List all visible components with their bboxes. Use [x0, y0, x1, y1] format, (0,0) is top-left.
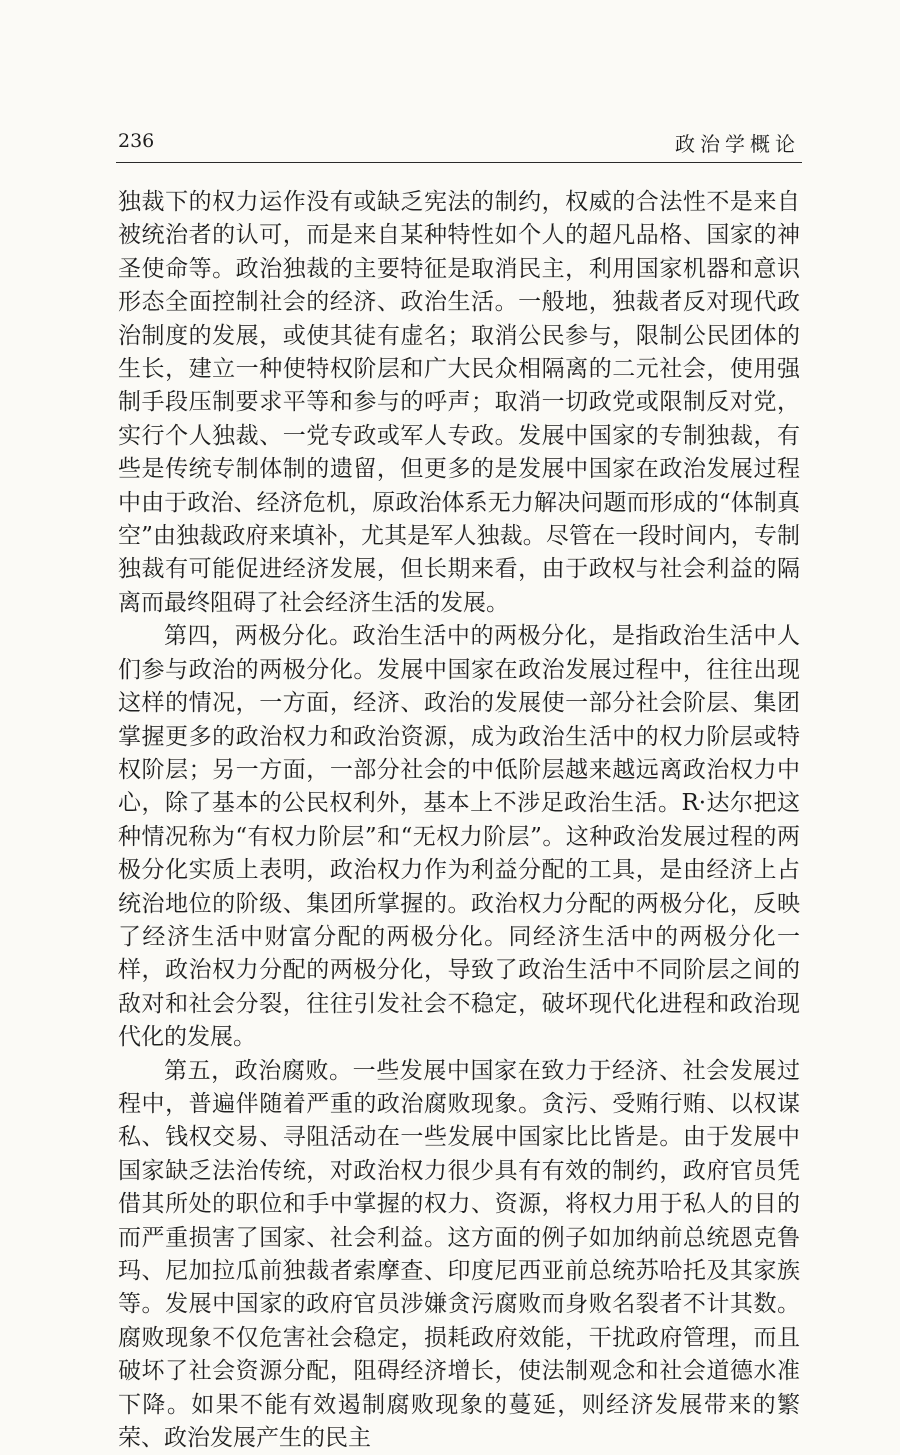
body-text: [118, 186, 800, 1455]
page-number: 236: [118, 130, 155, 152]
paragraph-polarization: 第四，两极分化。政治生活中的两极分化，是指政治生活中人们参与政治的两极分化。发展中国家在政治发展过程中，往往出现这样的情况，一方面，经济、政治的发展使一部分社会阶层、集团掌握更多的政治权力和政治资源，成为政治生活中的权力阶层或特权阶层；另一方面，一部分社会的中低阶层越来越远离政治权力中心，除了基本的公民权利外，基本上不涉足政治生活。R·达尔把这种情况称为“有权力阶层”和“无权力阶层”。这种政治发展过程的两极分化实质上表明，政治权力作为利益分配的工具，是由经济上占统治地位的阶级、集团所掌握的。政治权力分配的两极分化，反映了经济生活中财富分配的两极分化。同经济生活中的两极分化一样，政治权力分配的两极分化，导致了政治生活中不同阶层之间的敌对和社会分裂，往往引发社会不稳定，破坏现代化进程和政治现代化的发展。: [118, 623, 800, 1051]
running-title: 政治学概论: [675, 132, 800, 156]
paragraph-corruption: 第五，政治腐败。一些发展中国家在致力于经济、社会发展过程中，普遍伴随着严重的政治腐败现象。贪污、受贿行贿、以权谋私、钱权交易、寻阻活动在一些发展中国家比比皆是。由于发展中国家缺乏法治传统，对政治权力很少具有有效的制约，政府官员凭借其所处的职位和手中掌握的权力、资源，将权力用于私人的目的而严重损害了国家、社会利益。这方面的例子如加纳前总统恩克鲁玛、尼加拉瓜前独裁者索摩查、印度尼西亚前总统苏哈托及其家族等。发展中国家的政府官员涉嫌贪污腐败而身败名裂者不计其数。腐败现象不仅危害社会稳定，损耗政府效能，干扰政府管理，而且破坏了社会资源分配，阻碍经济增长，使法制观念和社会道德水准下降。如果不能有效遏制腐败现象的蔓延，则经济发展带来的繁荣、政治发展产生的民主: [118, 1057, 800, 1452]
paragraph-continued: 独裁下的权力运作没有或缺乏宪法的制约，权威的合法性不是来自被统治者的认可，而是来自某种特性如个人的超凡品格、国家的神圣使命等。政治独裁的主要特征是取消民主，利用国家机器和意识形态全面控制社会的经济、政治生活。一般地，独裁者反对现代政治制度的发展，或使其徒有虚名；取消公民参与，限制公民团体的生长，建立一种使特权阶层和广大民众相隔离的二元社会，使用强制手段压制要求平等和参与的呼声；取消一切政党或限制反对党，实行个人独裁、一党专政或军人专政。发展中国家的专制独裁，有些是传统专制体制的遗留，但更多的是发展中国家在政治发展过程中由于政治、经济危机，原政治体系无力解决问题而形成的“体制真空”由独裁政府来填补，尤其是军人独裁。尽管在一段时间内，专制独裁有可能促进经济发展，但长期来看，由于政权与社会利益的隔离而最终阻碍了社会经济生活的发展。: [118, 189, 800, 616]
page-header: [118, 126, 800, 160]
header-rule: [116, 162, 802, 163]
